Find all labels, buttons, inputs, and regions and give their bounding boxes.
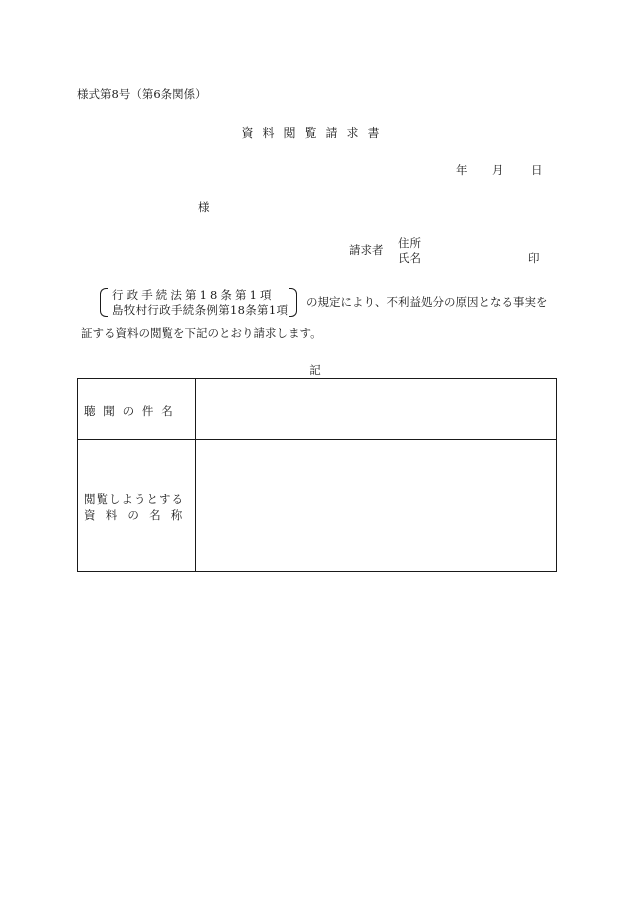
document-title: 資料閲覧請求書 <box>241 126 389 140</box>
date-year-label: 年 <box>456 163 468 177</box>
date-line <box>456 162 543 178</box>
requester-label: 請求者 <box>349 243 384 257</box>
hearing-subject-label: 聴聞の件名 <box>84 404 181 418</box>
address-label: 住所 <box>398 236 421 250</box>
seal-label: 印 <box>528 251 540 265</box>
document-name-label-line-2: 資料の名称 <box>84 508 193 522</box>
body-text-line-1: の規定により、不利益処分の原因となる事実を <box>306 295 548 309</box>
hearing-subject-field[interactable] <box>196 379 557 439</box>
date-day-label: 日 <box>531 163 543 177</box>
request-table <box>77 378 557 572</box>
form-number: 様式第8号（第6条関係） <box>77 87 207 101</box>
body-text-line-2: 証する資料の閲覧を下記のとおり請求します。 <box>81 326 322 340</box>
name-label: 氏名 <box>398 251 421 265</box>
date-month-label: 月 <box>492 163 504 177</box>
right-bracket <box>289 288 297 317</box>
addressee-suffix: 様 <box>198 200 210 214</box>
ki-label: 記 <box>309 363 321 377</box>
document-name-label-line-1: 閲覧しようとする <box>84 492 184 506</box>
legal-basis-line-2: 島牧村行政手続条例第18条第1項 <box>112 303 289 317</box>
legal-basis-line-1: 行政手続法第18条第1項 <box>112 288 275 302</box>
document-name-field[interactable] <box>196 440 557 571</box>
left-bracket <box>100 288 108 317</box>
